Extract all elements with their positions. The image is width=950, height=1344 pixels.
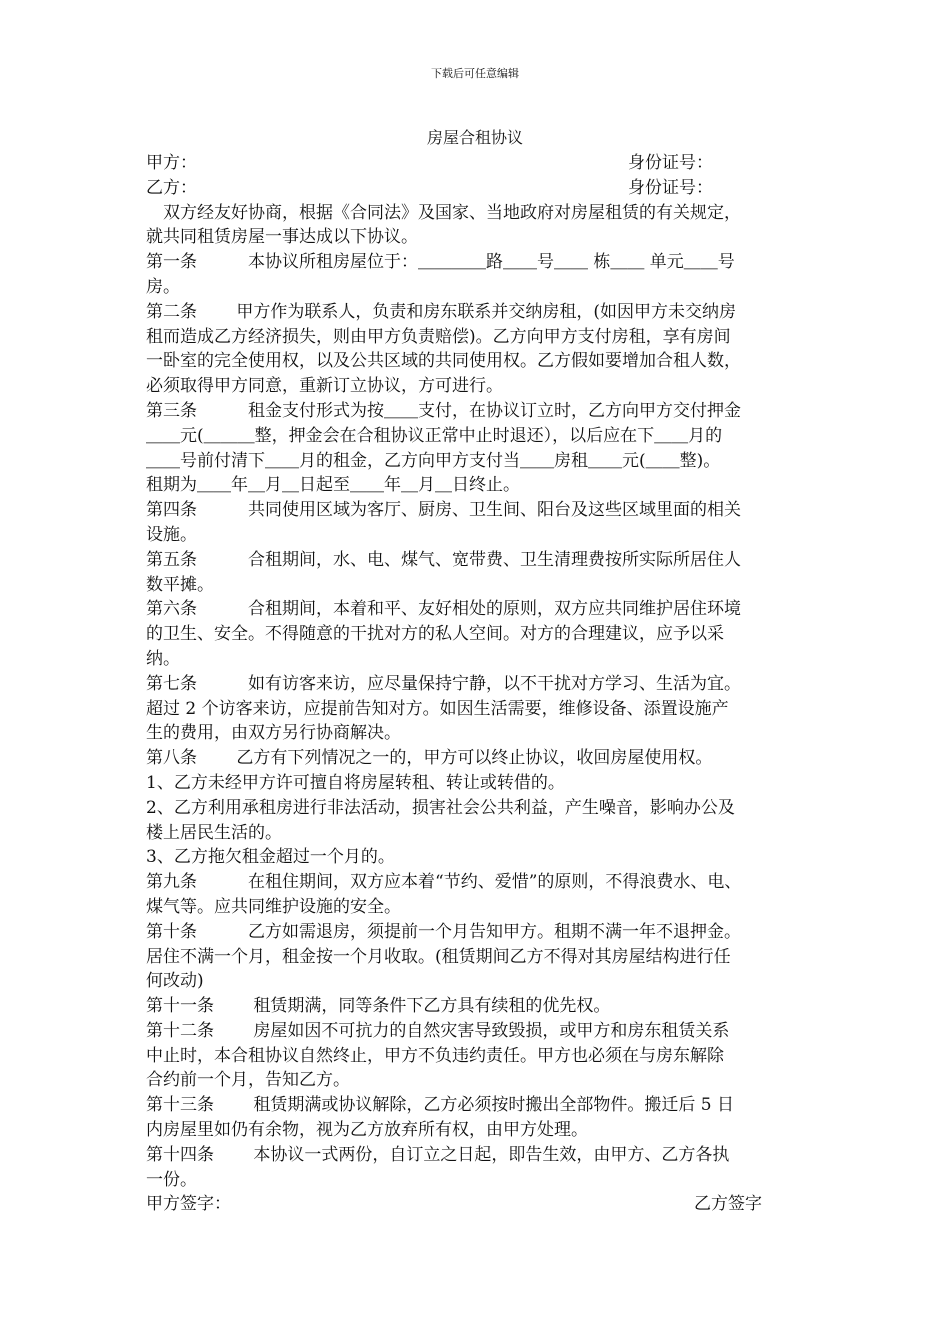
signature-row [146,1192,824,1217]
text-line: 设施。 [146,524,197,545]
text-line: ＿＿元(＿＿＿整，押金会在合租协议正常中止时退还），以后应在下＿＿月的 [146,425,723,446]
text-line: 第一条 本协议所租房屋位于：＿＿＿＿路＿＿号＿＿ 栋＿＿ 单元＿＿号 [146,252,735,273]
party-a-signature-label: 甲方签字： [146,1194,231,1215]
text-line: ＿＿号前付清下＿＿月的租金，乙方向甲方支付当＿＿房租＿＿元(＿＿整)。 [146,450,721,471]
document-title: 房屋合租协议 [426,128,523,147]
text-line: 1、乙方未经甲方许可擅自将房屋转租、转让或转借的。 [146,772,565,793]
text-line: 第十三条 租赁期满或协议解除，乙方必须按时搬出全部物件。搬迁后 5 日 [146,1095,735,1116]
text-line: 第六条 合租期间，本着和平、友好相处的原则，双方应共同维护居住环境 [146,599,741,620]
party-b-id-label: 身份证号： [628,177,713,198]
text-line: 第七条 如有访客来访，应尽量保持宁静，以不干扰对方学习、生活为宜。 [146,673,741,694]
text-line: 第二条 甲方作为联系人，负责和房东联系并交纳房租，(如因甲方未交纳房 [146,301,737,322]
text-line: 第三条 租金支付形式为按＿＿支付，在协议订立时，乙方向甲方交付押金 [146,400,741,421]
party-a-label: 甲方： [146,153,197,173]
text-line: 第五条 合租期间，水、电、煤气、宽带费、卫生清理费按所实际所居住人 [146,549,741,570]
party-a-row [146,151,824,176]
text-line: 必须取得甲方同意，重新订立协议，方可进行。 [146,376,503,397]
text-line: 生的费用，由双方另行协商解决。 [146,723,401,744]
text-line: 一份。 [146,1169,197,1190]
text-line: 的卫生、安全。不得随意的干扰对方的私人空间。对方的合理建议，应予以采 [146,624,724,645]
text-line: 第九条 在租住期间，双方应本着“节约、爱惜”的原则，不得浪费水、电、 [146,872,742,893]
party-b-label: 乙方： [146,177,197,198]
text-line: 3、乙方拖欠租金超过一个月的。 [146,847,395,868]
text-line: 2、乙方利用承租房进行非法活动，损害社会公共利益，产生噪音，影响办公及 [146,797,735,818]
text-line: 第十二条 房屋如因不可抗力的自然灾害导致毁损，或甲方和房东租赁关系 [146,1020,730,1041]
document-body [146,151,824,1217]
text-line: 中止时，本合租协议自然终止，甲方不负违约责任。甲方也必须在与房东解除 [146,1045,724,1066]
text-line: 楼上居民生活的。 [146,822,282,843]
header-note: 下载后可任意编辑 [431,67,519,80]
text-line: 租而造成乙方经济损失，则由甲方负责赔偿)。乙方向甲方支付房租，享有房间 [146,326,731,347]
clauses [146,201,824,1193]
text-line: 第八条 乙方有下列情况之一的，甲方可以终止协议，收回房屋使用权。 [146,748,713,769]
text-line: 合约前一个月，告知乙方。 [146,1070,350,1091]
text-line: 双方经友好协商，根据《合同法》及国家、当地政府对房屋租赁的有关规定， [146,202,741,223]
text-line: 第十条 乙方如需退房，须提前一个月告知甲方。租期不满一年不退押金。 [146,921,741,942]
text-line: 就共同租赁房屋一事达成以下协议。 [146,227,418,248]
party-a-id-label: 身份证号： [628,153,713,173]
text-line: 数平摊。 [146,574,214,595]
text-line: 第十一条 租赁期满，同等条件下乙方具有续租的优先权。 [146,996,611,1017]
party-b-row [146,176,824,201]
text-line: 纳。 [146,648,180,669]
text-line: 第十四条 本协议一式两份，自订立之日起，即告生效，由甲方、乙方各执 [146,1144,730,1165]
text-line: 内房屋里如仍有余物，视为乙方放弃所有权，由甲方处理。 [146,1120,588,1141]
text-line: 第四条 共同使用区域为客厅、厨房、卫生间、阳台及这些区域里面的相关 [146,500,741,521]
text-line: 一卧室的完全使用权，以及公共区域的共同使用权。乙方假如要增加合租人数， [146,351,741,372]
text-line: 房。 [146,276,180,297]
text-line: 超过 2 个访客来访，应提前告知对方。如因生活需要，维修设备、添置设施产 [146,698,729,719]
text-line: 何改动) [146,971,204,992]
text-line: 煤气等。应共同维护设施的安全。 [146,896,401,917]
text-line: 居住不满一个月，租金按一个月收取。(租赁期间乙方不得对其房屋结构进行任 [146,946,731,967]
party-b-signature-label: 乙方签字 [694,1194,762,1215]
text-line: 租期为＿＿年＿月＿日起至＿＿年＿月＿日终止。 [146,475,520,496]
